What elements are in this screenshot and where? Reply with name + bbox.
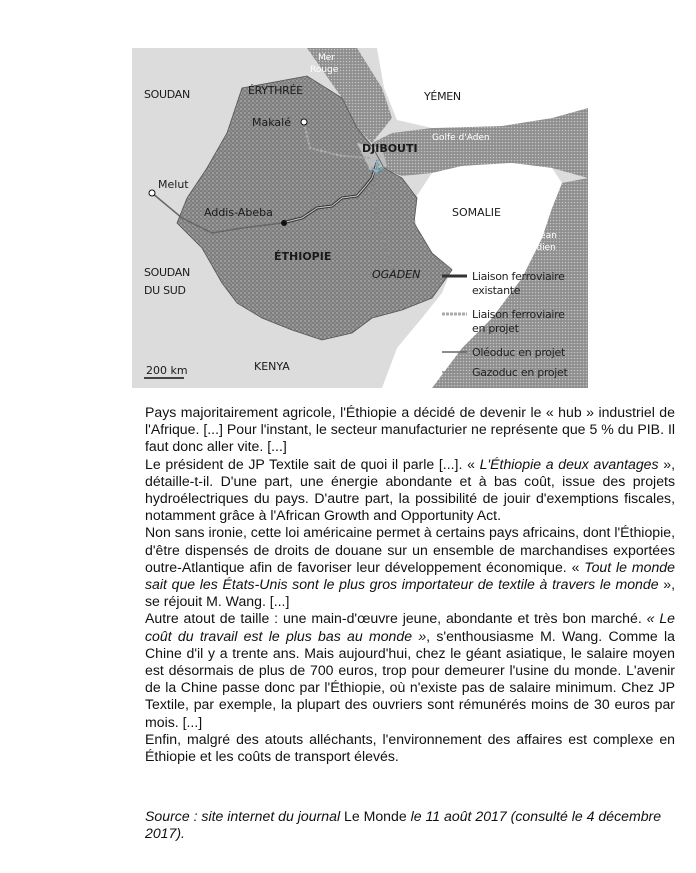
- makale-marker: [301, 119, 307, 125]
- label-melut: Melut: [158, 178, 189, 191]
- article-paragraph-1: Pays majoritairement agricole, l'Éthiopie a décidé de devenir le « hub » industriel de l'Afrique. [...] Pour l'instant, le secteur manufacturier ne représente que 5 % du PIB. Il faut donc aller vite. [...]: [145, 404, 675, 455]
- label-ethiopie: ÉTHIOPIE: [274, 250, 332, 263]
- label-ogaden: OGADEN: [372, 268, 421, 281]
- melut-marker: [149, 190, 155, 196]
- p3-text-b: », se réjouit M. Wang. [...]: [145, 576, 675, 610]
- p4-text-a: Autre atout de taille : une main-d'œuvre jeune, abondante et très bon marché.: [145, 610, 647, 627]
- label-soudan-sud-2: DU SUD: [144, 284, 186, 297]
- label-ocean-1: Océan: [528, 231, 557, 241]
- label-soudan-sud-1: SOUDAN: [144, 266, 190, 279]
- scale-label: 200 km: [146, 364, 188, 377]
- legend-label-1a: Liaison ferroviaire: [472, 270, 565, 283]
- article-body: [145, 404, 675, 765]
- legend-label-3: Oléoduc en projet: [472, 346, 565, 359]
- p3-text-a: Non sans ironie, cette loi américaine permet à certains pays africains, dont l'Éthiopie, d'être dispensés de droits de douane sur un ensemble de marchandises exportées outre-Atlantique afin de favoriser leur développement économique. «: [145, 524, 675, 575]
- label-kenya: KENYA: [254, 360, 290, 373]
- ethiopia-map: [132, 48, 588, 388]
- label-yemen: YÉMEN: [424, 90, 461, 103]
- source-citation: [145, 808, 675, 842]
- label-addis-abeba: Addis-Abeba: [204, 206, 273, 219]
- p2-quote: L'Éthiopie a deux avantages: [479, 455, 659, 472]
- p2-text-a: Le président de JP Textile sait de quoi il parle [...]. «: [145, 455, 480, 472]
- label-mer-rouge-1: Mer: [318, 53, 336, 63]
- p2-text-b: », détaille-t-il. D'une part, une énergie abondante et à bas coût, issue des projets hydroélectriques du pays. D'autre part, la possibilité de jouir d'exemptions fiscales, notamment grâce à l'African Growth and Opportunity Act.: [145, 455, 675, 524]
- legend-label-4: Gazoduc en projet: [472, 366, 568, 379]
- article-paragraph-4: [145, 610, 675, 730]
- legend-label-2a: Liaison ferroviaire: [472, 308, 565, 321]
- label-djibouti: DJIBOUTI: [362, 142, 418, 155]
- p4-quote: « Le coût du travail est le plus bas au monde »: [145, 610, 675, 644]
- source-journal: Le Monde: [344, 808, 407, 824]
- anchor-icon: ⚓: [370, 159, 385, 173]
- label-ocean-2: Indien: [528, 243, 556, 253]
- article-paragraph-2: [145, 456, 675, 525]
- source-text-b: le 11 août 2017 (consulté le 4 décembre 2017).: [145, 808, 662, 842]
- addis-marker: [281, 220, 287, 226]
- legend-label-1b: existante: [472, 284, 521, 297]
- article-paragraph-3: [145, 524, 675, 610]
- p3-quote: Tout le monde sait que les États-Unis sont le plus gros importateur de textile à travers le monde: [145, 558, 675, 593]
- p4-text-b: , s'enthousiasme M. Wang. Comme la Chine d'il y a trente ans. Mais aujourd'hui, chez le géant asiatique, le salaire moyen est désormais de plus de 700 euros, trop pour demeurer l'usine du monde. L'avenir de la Chine passe donc par l'Éthiopie, où n'existe pas de salaire minimum. Chez JP Textile, par exemple, la plupart des ouvriers sont rémunérés moins de 30 euros par mois. [...]: [145, 627, 675, 730]
- label-somalie: SOMALIE: [452, 206, 501, 219]
- label-golfe-aden: Golfe d'Aden: [432, 133, 490, 143]
- yemen: [377, 48, 588, 128]
- label-makale: Makalé: [252, 116, 291, 129]
- label-soudan: SOUDAN: [144, 88, 190, 101]
- article-paragraph-5: Enfin, malgré des atouts alléchants, l'environnement des affaires est complexe en Éthiopie et les coûts de transport élevés.: [145, 730, 675, 765]
- source-text-a: Source : site internet du journal: [145, 808, 344, 824]
- label-mer-rouge-2: Rouge: [310, 65, 339, 75]
- legend-label-2b: en projet: [472, 322, 519, 335]
- label-erythree: ÉRYTHRÉE: [248, 84, 303, 97]
